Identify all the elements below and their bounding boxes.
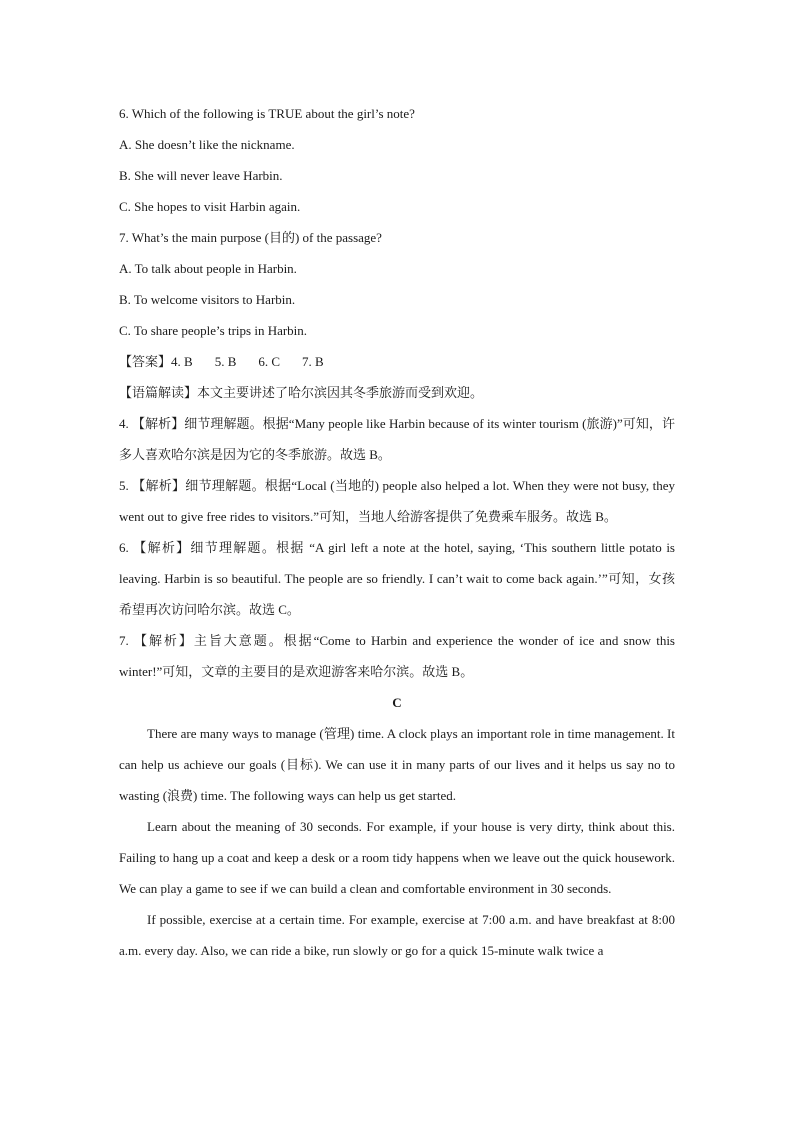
answer-key [119,346,675,377]
question-7-option-a: A. To talk about people in Harbin. [119,261,297,276]
answer-label: 【答案】 [119,354,172,369]
question-6-option-c: C. She hopes to visit Harbin again. [119,199,301,214]
document-page [119,98,675,966]
explanation-5: 5. 【解析】细节理解题。根据“Local (当地的) people also helped a lot. When they were not busy, they went out to give free rides to visitors.”可知，当地人给游客提供了免费乘车服务。故选 B。 [119,478,675,524]
section-c-paragraph-2: Learn about the meaning of 30 seconds. For example, if your house is very dirty, think about this. Failing to hang up a coat and keep a desk or a room tidy happens when we leave out the quick housework. We can play a game to see if we can build a clean and comfortable environment in 30 seconds. [119,819,675,896]
answer-item: 5. B [214,354,237,369]
question-6-option-b: B. She will never leave Harbin. [119,168,283,183]
section-c-paragraph-3: If possible, exercise at a certain time. For example, exercise at 7:00 a.m. and have breakfast at 8:00 a.m. every day. Also, we can ride a bike, run slowly or go for a quick 15-minute walk twice a [119,912,675,958]
explanation-4: 4. 【解析】细节理解题。根据“Many people like Harbin because of its winter tourism (旅游)”可知，许多人喜欢哈尔滨是因为它的冬季旅游。故选 B。 [119,416,675,462]
answer-item: 4. B [171,354,193,369]
question-6-stem: 6. Which of the following is TRUE about the girl’s note? [119,106,415,121]
answer-item: 7. B [302,354,324,369]
question-6-option-a: A. She doesn’t like the nickname. [119,137,295,152]
section-c-paragraph-1: There are many ways to manage (管理) time. A clock plays an important role in time management. It can help us achieve our goals (目标). We can use it in many parts of our lives and it helps us say no to wasting (浪费) time. The following ways can help us get started. [119,726,675,803]
explanation-6: 6. 【解析】细节理解题。根据 “A girl left a note at the hotel, saying, ‘This southern little potato is leaving. Harbin is so beautiful. The people are so friendly. I can’t wait to come back again.’”可知，女孩希望再次访问哈尔滨。故选 C。 [119,540,675,617]
question-7-option-c: C. To share people’s trips in Harbin. [119,323,308,338]
explanation-7: 7. 【解析】主旨大意题。根据“Come to Harbin and experience the wonder of ice and snow this winter!”可知，文章的主要目的是欢迎游客来哈尔滨。故选 B。 [119,633,675,679]
answer-item: 6. C [258,354,281,369]
question-7-option-b: B. To welcome visitors to Harbin. [119,292,296,307]
section-c-title: C [392,695,402,710]
question-7-stem: 7. What’s the main purpose (目的) of the passage? [119,230,382,245]
reading-note: 【语篇解读】本文主要讲述了哈尔滨因其冬季旅游而受到欢迎。 [119,385,484,400]
